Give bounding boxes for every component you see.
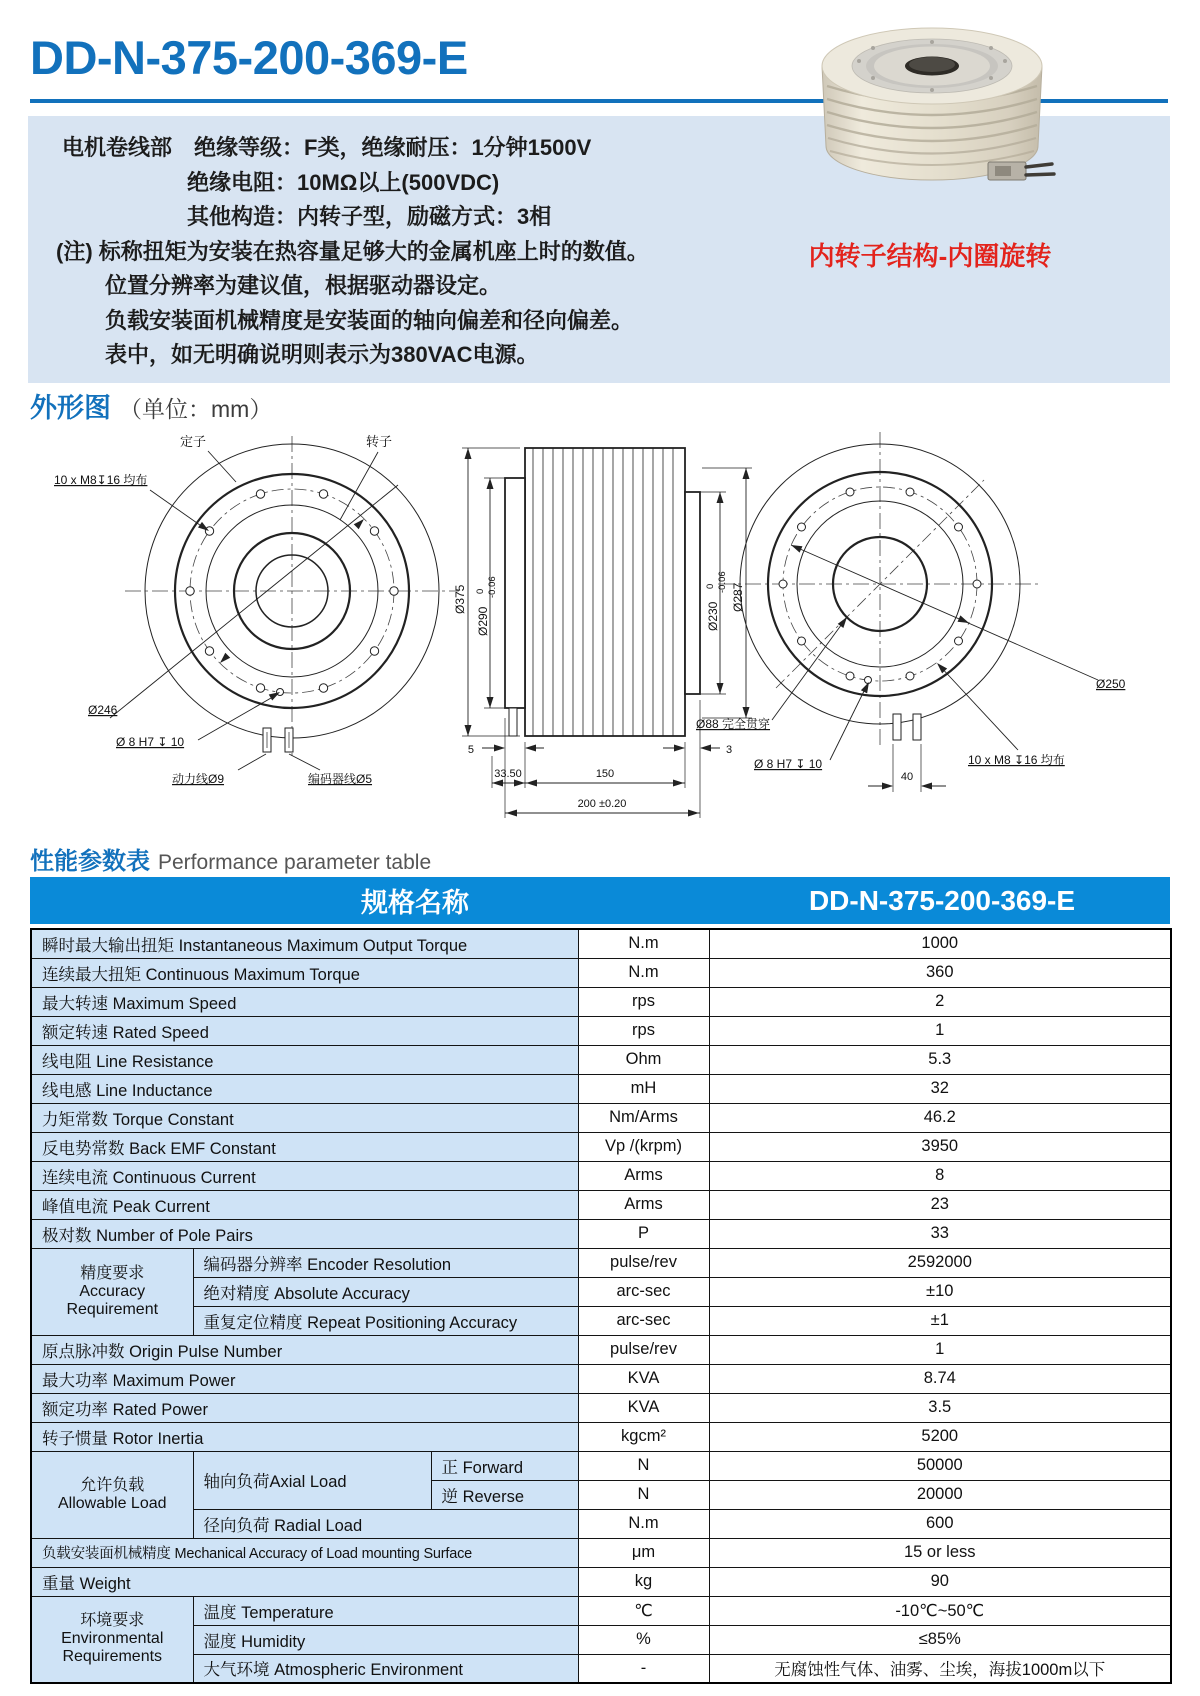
performance-title-en: Performance parameter table	[158, 851, 432, 874]
param-unit: N.m	[578, 958, 709, 987]
table-row	[31, 1567, 1171, 1596]
param-unit: μm	[578, 1538, 709, 1567]
encoder-cable-label: 编码器线Ø5	[308, 772, 373, 786]
parameter-table	[30, 928, 1172, 1684]
subgroup-axial-load: 轴向负荷Axial Load	[193, 1451, 431, 1509]
param-value: 33	[709, 1219, 1171, 1248]
table-row	[31, 1103, 1171, 1132]
param-unit: N.m	[578, 929, 709, 958]
front-bolt-circle-dia: Ø246	[88, 703, 118, 717]
spec-note-line: 绝缘电阻：10MΩ以上(500VDC)	[187, 169, 500, 195]
dia-text: Ø230	[706, 601, 720, 631]
side-view-drawing	[453, 448, 752, 818]
param-label: 峰值电流 Peak Current	[31, 1190, 578, 1219]
param-value: 1	[709, 1016, 1171, 1045]
side-rear-spigot-dia	[705, 571, 728, 631]
param-label: 重量 Weight	[31, 1567, 578, 1596]
dia-text: Ø290	[476, 606, 490, 636]
param-unit: kg	[578, 1567, 709, 1596]
param-label: 连续最大扭矩 Continuous Maximum Torque	[31, 958, 578, 987]
table-header-model: DD-N-375-200-369-E	[808, 884, 1076, 916]
param-value: 5.3	[709, 1045, 1171, 1074]
performance-title-zh: 性能参数表	[30, 848, 150, 875]
param-unit: rps	[578, 987, 709, 1016]
table-row	[31, 1277, 1171, 1306]
param-label: 线电阻 Line Resistance	[31, 1045, 578, 1074]
table-row	[31, 1596, 1171, 1625]
param-value: 1	[709, 1335, 1171, 1364]
tol-bot: -0.06	[487, 576, 498, 598]
table-row	[31, 1509, 1171, 1538]
param-value: 1000	[709, 929, 1171, 958]
param-value: ±1	[709, 1306, 1171, 1335]
spec-note-line: (注) 标称扭矩为安装在热容量足够大的金属机座上时的数值。	[56, 238, 649, 264]
param-value: 90	[709, 1567, 1171, 1596]
param-unit: Nm/Arms	[578, 1103, 709, 1132]
group-line: 允许负载	[80, 1476, 145, 1494]
tol-top: 0	[705, 583, 716, 589]
param-unit: N	[578, 1480, 709, 1509]
dim-200: 200 ±0.20	[577, 798, 627, 810]
outline-drawings-svg	[30, 426, 1170, 838]
back-pin-hole-label: Ø 8 H7 ↧ 10	[754, 757, 823, 771]
side-front-spigot-dia	[475, 576, 498, 636]
param-unit: P	[578, 1219, 709, 1248]
param-label: 转子惯量 Rotor Inertia	[31, 1422, 578, 1451]
performance-parameter-table	[30, 928, 1172, 1684]
param-label: 最大转速 Maximum Speed	[31, 987, 578, 1016]
spec-note-line: 其他构造：内转子型，励磁方式：3相	[187, 204, 552, 229]
param-label: 瞬时最大输出扭矩 Instantaneous Maximum Output Torque	[31, 929, 578, 958]
spec-note-line: 负载安装面机械精度是安装面的轴向偏差和径向偏差。	[105, 307, 634, 333]
param-unit: KVA	[578, 1364, 709, 1393]
dim-150: 150	[595, 768, 615, 780]
table-row	[31, 1538, 1171, 1567]
outline-section-heading	[30, 386, 272, 425]
param-label: 极对数 Number of Pole Pairs	[31, 1219, 578, 1248]
performance-section-heading	[30, 841, 431, 876]
table-row	[31, 1248, 1171, 1277]
table-row	[31, 1335, 1171, 1364]
dim-33-5: 33.50	[494, 768, 522, 780]
param-unit: mH	[578, 1074, 709, 1103]
group-line: Requirement	[66, 1300, 159, 1318]
param-value: ≤85%	[709, 1625, 1171, 1654]
param-unit: Arms	[578, 1161, 709, 1190]
table-row	[31, 1016, 1171, 1045]
table-row	[31, 1132, 1171, 1161]
spec-note-line: 表中，如无明确说明则表示为380VAC电源。	[105, 342, 539, 367]
param-value: 8.74	[709, 1364, 1171, 1393]
table-row	[31, 1161, 1171, 1190]
table-row	[31, 1393, 1171, 1422]
param-value: 5200	[709, 1422, 1171, 1451]
table-row	[31, 1625, 1171, 1654]
param-unit: rps	[578, 1016, 709, 1045]
table-row	[31, 929, 1171, 958]
group-line: 精度要求	[80, 1264, 145, 1282]
table-row	[31, 1306, 1171, 1335]
power-cable-label: 动力线Ø9	[172, 772, 225, 786]
param-label: 额定转速 Rated Speed	[31, 1016, 578, 1045]
table-header-spec-name: 规格名称	[361, 888, 469, 918]
group-line: Requirements	[62, 1648, 163, 1666]
side-outer-dia: Ø375	[453, 584, 467, 614]
back-bolt-circle-dia: Ø250	[1096, 677, 1126, 691]
front-view-drawing	[54, 434, 459, 786]
spec-note-line: 电机卷线部 绝缘等级：F类，绝缘耐压：1分钟1500V	[62, 135, 592, 160]
param-value: 20000	[709, 1480, 1171, 1509]
param-value: 50000	[709, 1451, 1171, 1480]
group-accuracy-requirement	[31, 1248, 193, 1335]
param-label: 原点脉冲数 Origin Pulse Number	[31, 1335, 578, 1364]
table-row	[31, 1654, 1171, 1683]
table-row	[31, 987, 1171, 1016]
dim-40: 40	[900, 771, 914, 783]
param-unit: arc-sec	[578, 1306, 709, 1335]
param-value: 2592000	[709, 1248, 1171, 1277]
param-value: -10℃~50℃	[709, 1596, 1171, 1625]
table-row	[31, 1074, 1171, 1103]
param-unit: Ohm	[578, 1045, 709, 1074]
param-value: 3950	[709, 1132, 1171, 1161]
param-value: 3.5	[709, 1393, 1171, 1422]
motor-photo-graphic	[790, 6, 1075, 216]
param-unit: N	[578, 1451, 709, 1480]
group-line: Allowable Load	[57, 1494, 167, 1512]
group-line: Environmental	[61, 1630, 164, 1648]
param-value: 8	[709, 1161, 1171, 1190]
table-row	[31, 1219, 1171, 1248]
through-hole-label: Ø88 完全贯穿	[696, 717, 771, 731]
back-view-drawing	[696, 432, 1126, 792]
motor-product-photo	[790, 6, 1075, 216]
param-unit: N.m	[578, 1509, 709, 1538]
tol-top: 0	[475, 588, 486, 594]
param-value: 2	[709, 987, 1171, 1016]
tol-bot: -0.06	[717, 571, 728, 593]
param-value: 23	[709, 1190, 1171, 1219]
rotor-label: 转子	[366, 434, 393, 449]
param-value: 46.2	[709, 1103, 1171, 1132]
back-bolt-note: 10 x M8 ↧16 均布	[968, 753, 1065, 767]
param-unit: -	[578, 1654, 709, 1683]
spec-note-line: 位置分辨率为建议值，根据驱动器设定。	[105, 273, 502, 298]
group-line: 环境要求	[80, 1612, 145, 1630]
param-label: 绝对精度 Absolute Accuracy	[193, 1277, 578, 1306]
group-allowable-load	[31, 1451, 193, 1538]
param-value: 无腐蚀性气体、油雾、尘埃，海拔1000m以下	[709, 1654, 1171, 1683]
param-label: 编码器分辨率 Encoder Resolution	[193, 1248, 578, 1277]
side-rear-dia: Ø287	[731, 582, 745, 612]
param-value: ±10	[709, 1277, 1171, 1306]
param-label: 正 Forward	[431, 1451, 578, 1480]
param-value: 15 or less	[709, 1538, 1171, 1567]
param-label: 连续电流 Continuous Current	[31, 1161, 578, 1190]
param-label: 线电感 Line Inductance	[31, 1074, 578, 1103]
param-label: 力矩常数 Torque Constant	[31, 1103, 578, 1132]
table-header-band	[30, 877, 1170, 924]
table-row	[31, 1045, 1171, 1074]
front-bolt-note: 10 x M8↧16 均布	[54, 473, 148, 487]
param-unit: pulse/rev	[578, 1248, 709, 1277]
table-row	[31, 1451, 1171, 1480]
param-unit: kgcm²	[578, 1422, 709, 1451]
param-value: 600	[709, 1509, 1171, 1538]
param-unit: arc-sec	[578, 1277, 709, 1306]
group-environmental-requirements	[31, 1596, 193, 1683]
param-value: 360	[709, 958, 1171, 987]
group-line: Accuracy	[79, 1282, 146, 1300]
table-row	[31, 958, 1171, 987]
param-label: 温度 Temperature	[193, 1596, 578, 1625]
param-label: 大气环境 Atmospheric Environment	[193, 1654, 578, 1683]
param-value: 32	[709, 1074, 1171, 1103]
dim-3: 3	[726, 744, 733, 756]
outline-unit-note: （单位：mm）	[119, 396, 273, 422]
param-unit: ℃	[578, 1596, 709, 1625]
param-label: 负载安装面机械精度 Mechanical Accuracy of Load mounting Surface	[31, 1538, 578, 1567]
param-label: 反电势常数 Back EMF Constant	[31, 1132, 578, 1161]
param-unit: KVA	[578, 1393, 709, 1422]
outline-title: 外形图	[30, 393, 111, 423]
param-label: 重复定位精度 Repeat Positioning Accuracy	[193, 1306, 578, 1335]
param-unit: pulse/rev	[578, 1335, 709, 1364]
table-row	[31, 1422, 1171, 1451]
page-title: DD-N-375-200-369-E	[30, 31, 468, 84]
table-row	[31, 1190, 1171, 1219]
outline-drawings	[30, 426, 1170, 838]
param-label: 湿度 Humidity	[193, 1625, 578, 1654]
param-label: 径向负荷 Radial Load	[193, 1509, 578, 1538]
param-unit: Arms	[578, 1190, 709, 1219]
param-unit: %	[578, 1625, 709, 1654]
param-label: 额定功率 Rated Power	[31, 1393, 578, 1422]
front-pin-hole-label: Ø 8 H7 ↧ 10	[116, 735, 185, 749]
param-label: 逆 Reverse	[431, 1480, 578, 1509]
param-label: 最大功率 Maximum Power	[31, 1364, 578, 1393]
photo-caption: 内转子结构-内圈旋转	[808, 241, 1052, 271]
stator-label: 定子	[180, 434, 207, 449]
table-row	[31, 1364, 1171, 1393]
param-unit: Vp /(krpm)	[578, 1132, 709, 1161]
dim-5: 5	[467, 744, 474, 756]
